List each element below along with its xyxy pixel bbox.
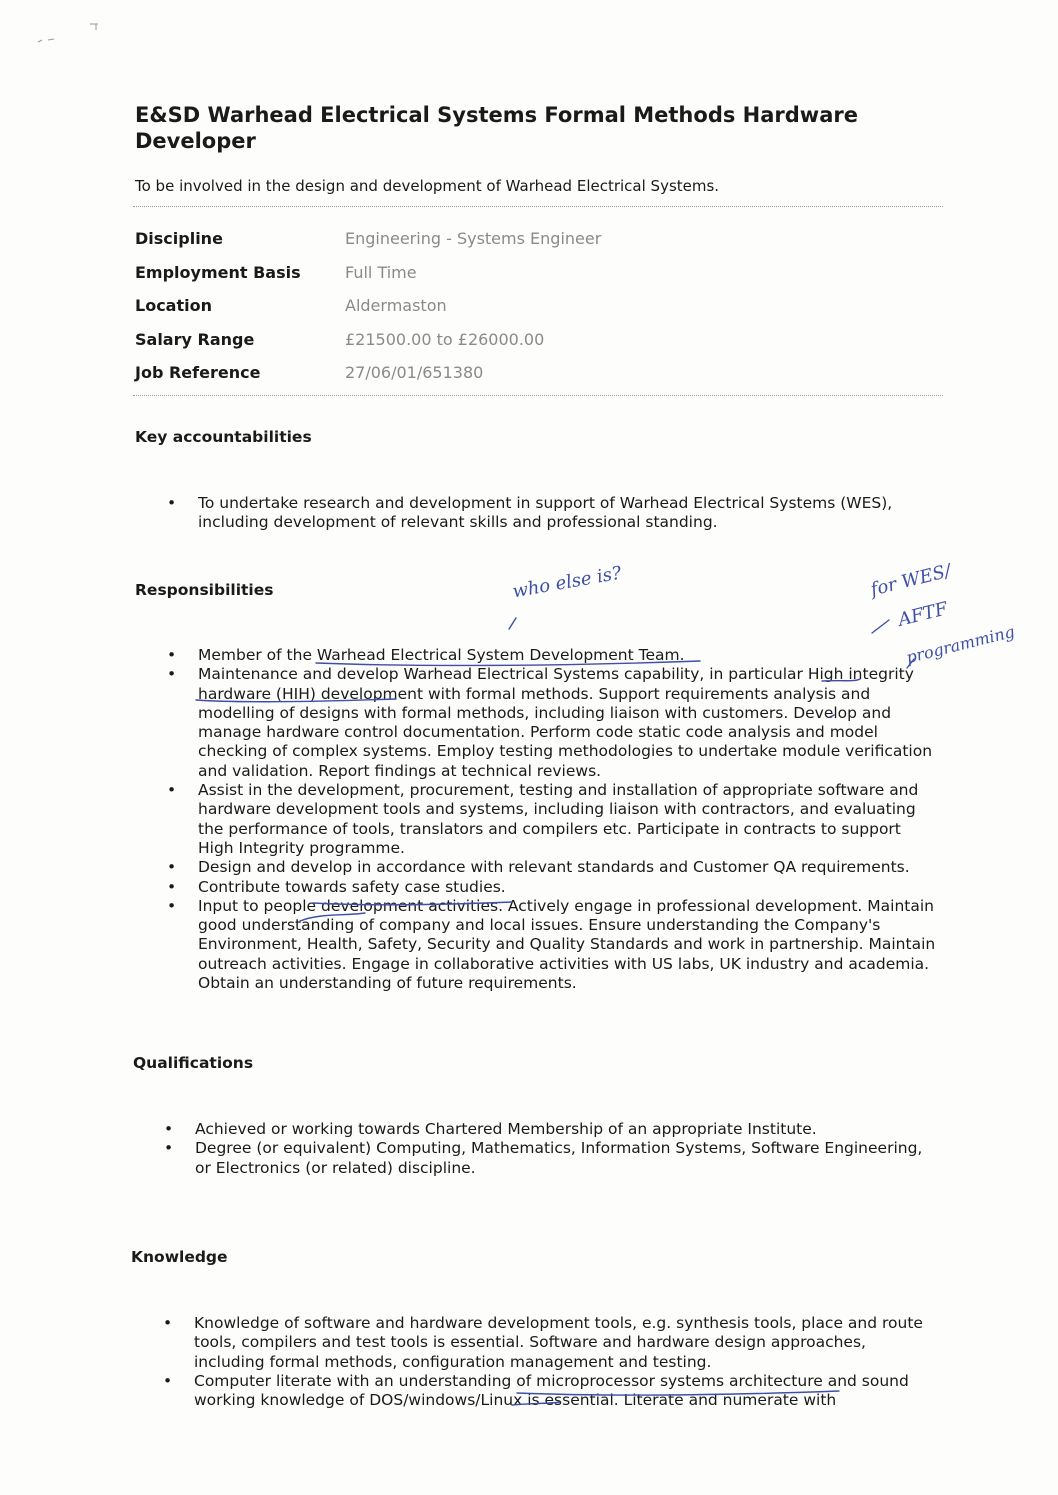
detail-label: Employment Basis (135, 262, 301, 282)
key-accountabilities-heading: Key accountabilities (135, 428, 312, 446)
list-item: • Input to people development activities. Actively engage in professional development. Maintain good understanding of company and local issues. Ensure understanding the Company's Environment, Health, Safety, Security and Quality Standards and work in partnership. Maintain outreach activities. Engage in collaborative activities with US labs, UK industry and academia. Obtain an understanding of future requirements. (198, 897, 938, 993)
list-item: • Design and develop in accordance with relevant standards and Customer QA requirements. (198, 858, 938, 877)
detail-label: Location (135, 296, 212, 316)
list-item: • Knowledge of software and hardware development tools, e.g. synthesis tools, place and route tools, compilers and test tools is essential. Software and hardware design approaches, including formal methods, configuration management and testing. (194, 1314, 929, 1372)
pen-stroke-right (907, 659, 914, 668)
handwritten-note-line-1: for WES/ (868, 560, 954, 601)
underline-microprocessor (517, 1391, 839, 1395)
list-item: • Degree (or equivalent) Computing, Mathematics, Information Systems, Software Engineering, or Electronics (or related) discipline. (195, 1139, 930, 1178)
list-item: • Achieved or working towards Chartered Membership of an appropriate Institute. (195, 1120, 930, 1139)
strike-linux (512, 1402, 560, 1405)
detail-value: Aldermaston (345, 296, 447, 316)
handwritten-note-who-else: who else is? (510, 562, 624, 603)
underline-safety-case (313, 902, 512, 905)
list-item: • Member of the Warhead Electrical System Development Team. (198, 646, 938, 665)
detail-label: Salary Range (135, 329, 255, 349)
underline-people-development (300, 913, 365, 921)
qualifications-heading: Qualifications (133, 1054, 254, 1072)
list-item: • Maintenance and develop Warhead Electrical Systems capability, in particular High integrity hardware (HIH) development with formal methods. Support requirements analysis and modelling of designs with formal methods, including liaison with customers. Develop and manage hardware control documentation. Perform code static code analysis and model checking of complex systems. Employ testing methodologies to undertake module verification and validation. Report findings at technical reviews. (198, 665, 938, 781)
handwritten-note-line-3: programming (904, 621, 1017, 668)
handwritten-note-line-2: AFTF (896, 598, 950, 631)
pen-slash-2 (872, 620, 889, 633)
list-item: • Computer literate with an understanding of microprocessor systems architecture and sound working knowledge of DOS/windows/Linux is essential. Literate and numerate with (194, 1372, 929, 1411)
pen-slash-1 (509, 618, 516, 629)
detail-value: Full Time (345, 262, 417, 282)
underline-development-team (316, 661, 700, 665)
list-item: • To undertake research and development in support of Warhead Electrical Systems (WES), including development of relevant skills and professional standing. (198, 494, 943, 533)
knowledge-heading: Knowledge (131, 1248, 228, 1266)
detail-value: £21500.00 to £26000.00 (345, 329, 545, 349)
intro-text: To be involved in the design and development of Warhead Electrical Systems. (135, 177, 720, 195)
detail-value: Engineering - Systems Engineer (345, 229, 602, 249)
job-title: E&SD Warhead Electrical Systems Formal Methods Hardware Developer (135, 103, 858, 153)
pen-stroke-left (830, 715, 834, 717)
underline-hih (196, 699, 396, 702)
list-item: • Contribute towards safety case studies. (198, 878, 938, 897)
responsibilities-heading: Responsibilities (135, 581, 274, 599)
detail-label: Job Reference (135, 363, 261, 383)
list-item: • Assist in the development, procurement, testing and installation of appropriate software and hardware development tools and systems, including liaison with contractors, and evaluating the performance of tools, translators and compilers etc. Participate in contracts to support High Integrity programme. (198, 781, 938, 858)
detail-label: Discipline (135, 229, 223, 249)
detail-value: 27/06/01/651380 (345, 363, 484, 383)
underline-high-integrity (822, 679, 860, 681)
